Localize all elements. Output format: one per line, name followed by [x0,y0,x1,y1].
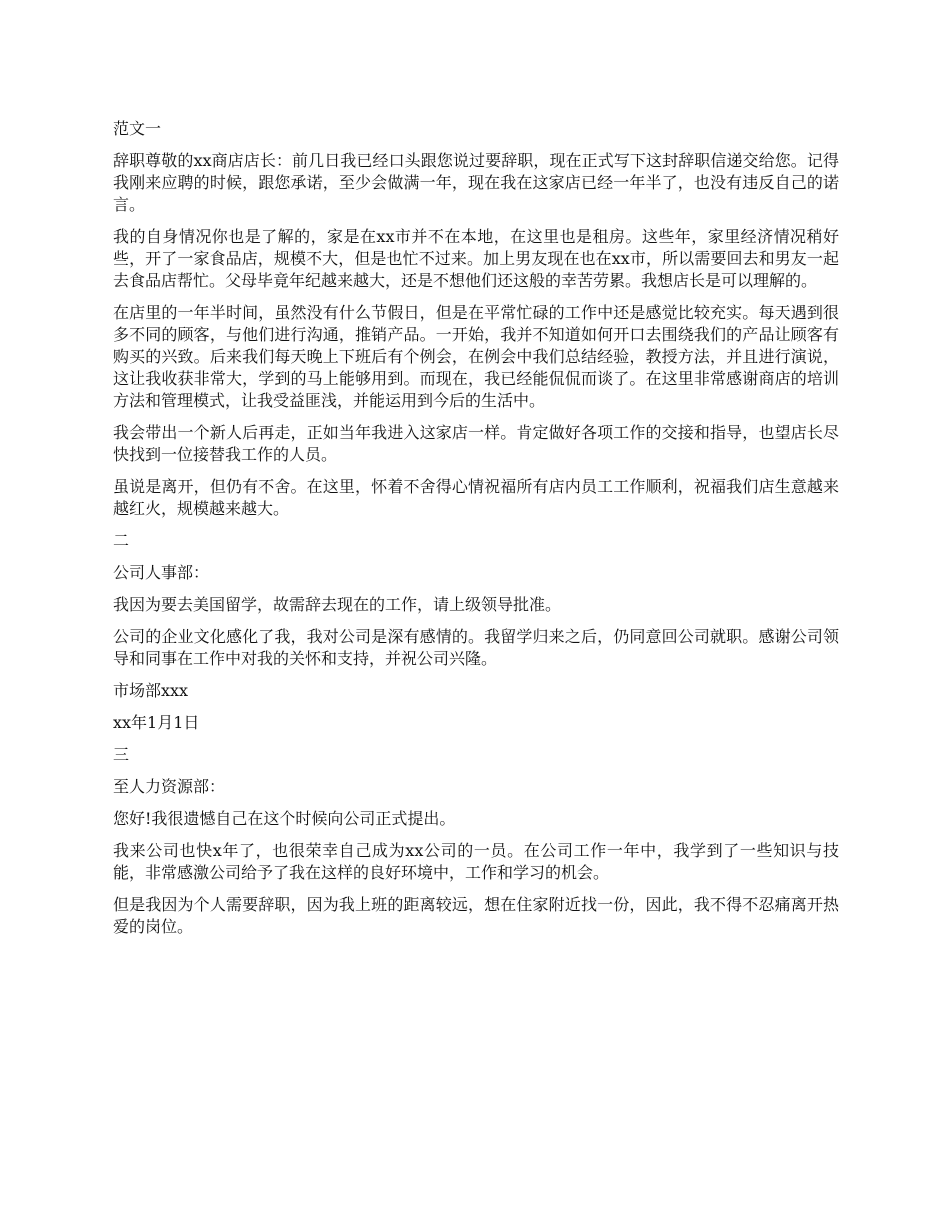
heading-sample-one: 范文一 [113,119,162,138]
paragraph: 我因为要去美国留学，故需辞去现在的工作，请上级领导批准。 [113,595,562,614]
heading-sample-two: 二 [113,531,130,550]
paragraph: 在店里的一年半时间，虽然没有什么节假日，但是在平常忙碌的工作中还是感觉比较充实。每天遇到很多不同的顾客，与他们进行沟通，推销产品。一开始，我并不知道如何开口去围绕我们的产品让顾客有购买的兴致。后来我们每天晚上下班后有个例会，在例会中我们总结经验，教授方法，并且进行演说，这让我收获非常大，学到的马上能够用到。而现在，我已经能侃侃而谈了。在这里非常感谢商店的培训方法和管理模式，让我受益匪浅，并能运用到今后的生活中。 [113,303,839,410]
document-page [113,118,839,948]
signature: 市场部xxx [113,681,189,700]
paragraph: 我会带出一个新人后再走，正如当年我进入这家店一样。肯定做好各项工作的交接和指导，也望店长尽快找到一位接替我工作的人员。 [113,423,839,464]
paragraph: 我来公司也快x年了，也很荣幸自己成为xx公司的一员。在公司工作一年中，我学到了一些知识与技能，非常感激公司给予了我在这样的良好环境中，工作和学习的机会。 [113,841,839,882]
paragraph: 您好!我很遗憾自己在这个时候向公司正式提出。 [113,809,456,828]
paragraph: 辞职尊敬的xx商店店长：前几日我已经口头跟您说过要辞职，现在正式写下这封辞职信递交给您。记得我刚来应聘的时候，跟您承诺，至少会做满一年，现在我在这家店已经一年半了，也没有违反自己的诺言。 [113,151,839,214]
heading-sample-three: 三 [113,745,130,764]
paragraph: 公司的企业文化感化了我，我对公司是深有感情的。我留学归来之后，仍同意回公司就职。感谢公司领导和同事在工作中对我的关怀和支持，并祝公司兴隆。 [113,627,839,668]
paragraph: 我的自身情况你也是了解的，家是在xx市并不在本地，在这里也是租房。这些年，家里经济情况稍好些，开了一家食品店，规模不大，但是也忙不过来。加上男友现在也在xx市，所以需要回去和男友一起去食品店帮忙。父母毕竟年纪越来越大，还是不想他们还这般的幸苦劳累。我想店长是可以理解的。 [113,227,839,290]
paragraph: 虽说是离开，但仍有不舍。在这里，怀着不舍得心情祝福所有店内员工工作顺利，祝福我们店生意越来越红火，规模越来越大。 [113,477,839,518]
salutation: 公司人事部： [113,563,210,582]
paragraph: 但是我因为个人需要辞职，因为我上班的距离较远，想在住家附近找一份，因此，我不得不忍痛离开热爱的岗位。 [113,895,839,936]
date: xx年1月1日 [113,713,200,732]
salutation: 至人力资源部： [113,777,226,796]
